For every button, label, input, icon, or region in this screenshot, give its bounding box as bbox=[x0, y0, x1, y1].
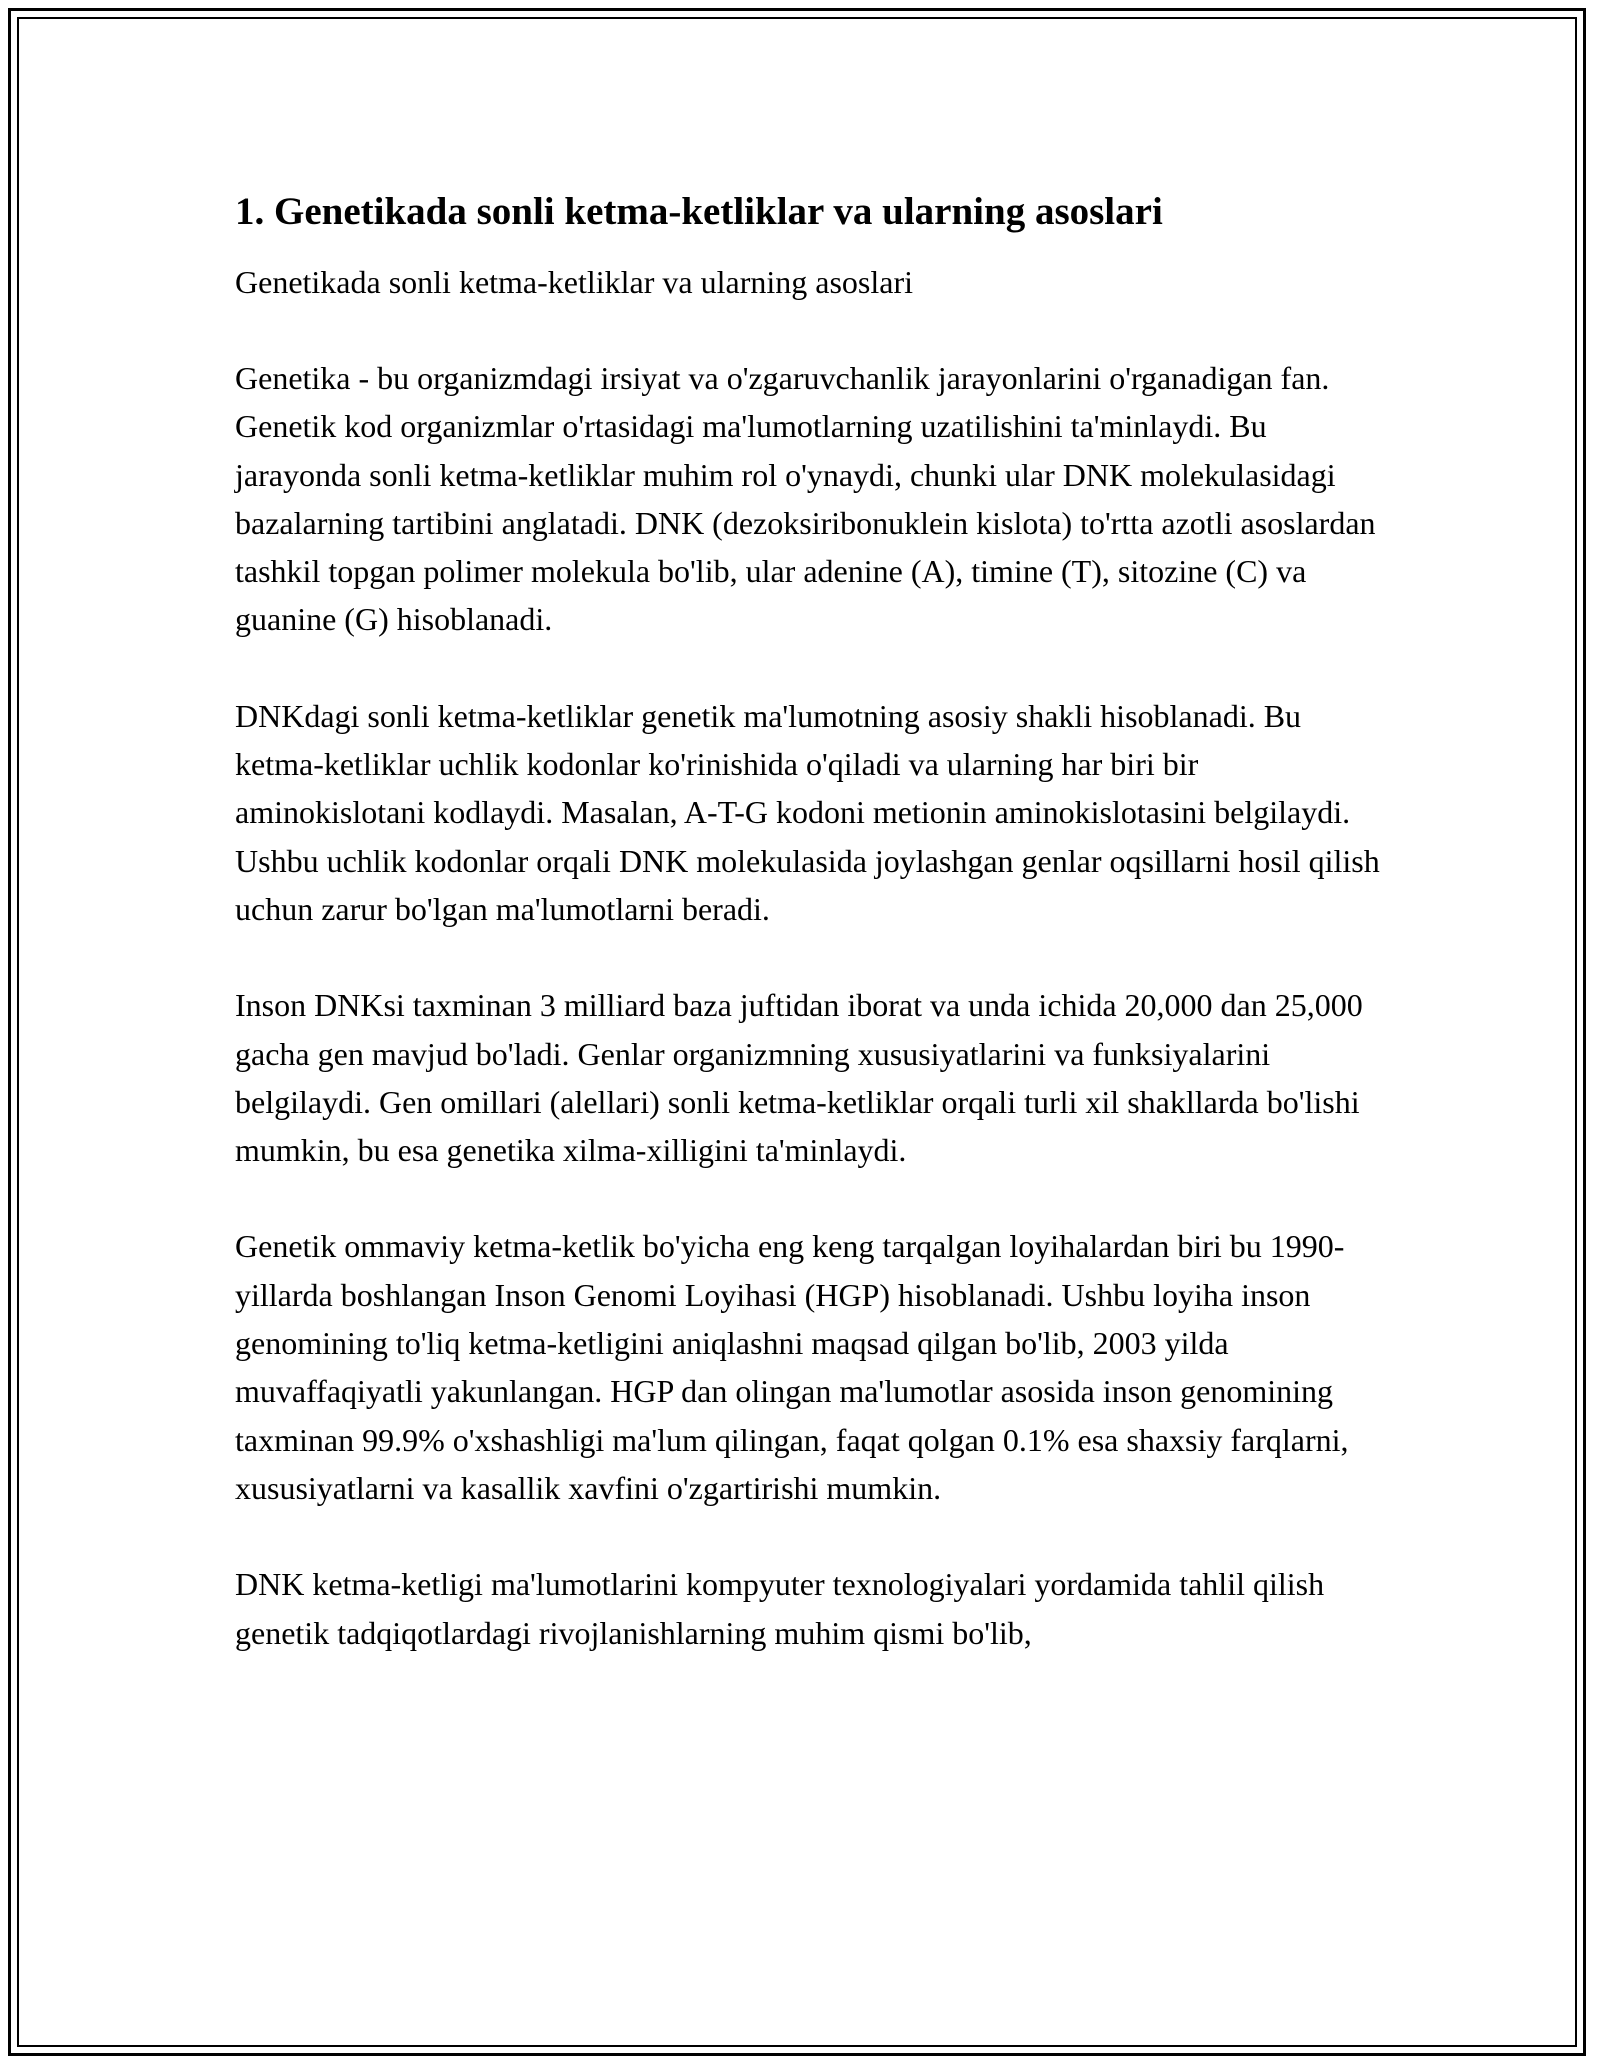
paragraph-3: Inson DNKsi taxminan 3 milliard baza juftidan iborat va unda ichida 20,000 dan 25,000 gacha gen mavjud bo'ladi. Genlar organizmning xususiyatlarini va funksiyalarini belgilaydi. Gen omillari (alellari) sonli ketma-ketliklar orqali turli xil shakllarda bo'lishi mumkin, bu esa genetika xilma-xilligini ta'minlaydi. bbox=[235, 987, 1363, 1169]
document-subtitle: Genetikada sonli ketma-ketliklar va ularning asoslari bbox=[235, 264, 913, 300]
document-title: 1. Genetikada sonli ketma-ketliklar va ularning asoslari bbox=[235, 190, 1163, 233]
paragraph-2: DNKdagi sonli ketma-ketliklar genetik ma'lumotning asosiy shakli hisoblanadi. Bu ketma-ketliklar uchlik kodonlar ko'rinishida o'qiladi va ularning har biri bir aminokislotani kodlaydi. Masalan, A-T-G kodoni metionin aminokislotasini belgilaydi. Ushbu uchlik kodonlar orqali DNK molekulasida joylashgan genlar oqsillarni hosil qilish uchun zarur bo'lgan ma'lumotlarni beradi. bbox=[235, 697, 1380, 927]
paragraph-5: DNK ketma-ketligi ma'lumotlarini kompyuter texnologiyalari yordamida tahlil qilish genetik tadqiqotlardagi rivojlanishlarning muhim qismi bo'lib, bbox=[235, 1566, 1325, 1651]
document-body bbox=[235, 186, 1385, 1705]
paragraph-4: Genetik ommaviy ketma-ketlik bo'yicha eng keng tarqalgan loyihalardan biri bu 1990-yillarda boshlangan Inson Genomi Loyihasi (HGP) hisoblanadi. Ushbu loyiha inson genomining to'liq ketma-ketligini aniqlashni maqsad qilgan bo'lib, 2003 yilda muvaffaqiyatli yakunlangan. HGP dan olingan ma'lumotlar asosida inson genomining taxminan 99.9% o'xshashligi ma'lum qilingan, faqat qolgan 0.1% esa shaxsiy farqlarni, xususiyatlarni va kasallik xavfini o'zgartirishi mumkin. bbox=[235, 1228, 1349, 1506]
paragraph-1: Genetika - bu organizmdagi irsiyat va o'zgaruvchanlik jarayonlarini o'rganadigan fan. Genetik kod organizmlar o'rtasidagi ma'lumotlarning uzatilishini ta'minlaydi. Bu jarayonda sonli ketma-ketliklar muhim rol o'ynaydi, chunki ular DNK molekulasidagi bazalarning tartibini anglatadi. DNK (dezoksiribonuklein kislota) to'rtta azotli asoslardan tashkil topgan polimer molekula bo'lib, ular adenine (A), timine (T), sitozine (C) va guanine (G) hisoblanadi. bbox=[235, 360, 1376, 638]
